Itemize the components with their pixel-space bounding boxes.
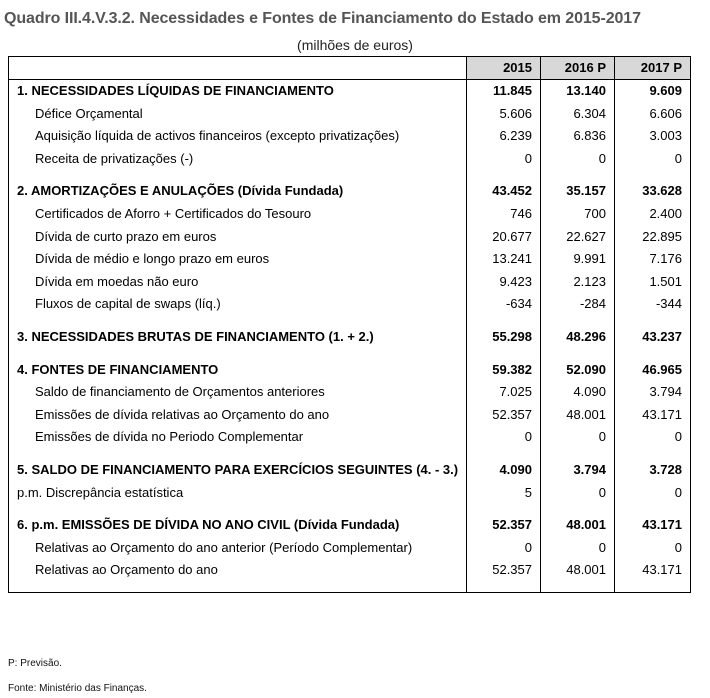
spacer-cell [615,349,691,359]
section-value: 11.845 [467,80,541,103]
section-label: 6. p.m. EMISSÕES DE DÍVIDA NO ANO CIVIL (Dívida Fundada) [9,514,467,537]
table-row [9,404,691,427]
spacer-cell [467,504,541,514]
spacer-cell [541,170,615,180]
section-row [9,326,691,349]
row-value: 22.895 [615,226,691,249]
row-label: Relativas ao Orçamento do ano anterior (Período Complementar) [9,537,467,560]
row-value: 2.123 [541,271,615,294]
table-row [9,537,691,560]
row-value: 5 [467,482,541,505]
section-value: 4.090 [467,459,541,482]
row-label: Fluxos de capital de swaps (líq.) [9,293,467,316]
section-row [9,359,691,382]
section-value: 43.237 [615,326,691,349]
row-value: 22.627 [541,226,615,249]
section-value: 46.965 [615,359,691,382]
table-row [9,426,691,449]
section-value: 55.298 [467,326,541,349]
spacer-cell [467,449,541,459]
table-row [9,381,691,404]
row-label: Dívida em moedas não euro [9,271,467,294]
row-value: 5.606 [467,103,541,126]
row-value: -284 [541,293,615,316]
row-value: 52.357 [467,559,541,582]
spacer-cell [9,582,467,593]
row-value: 1.501 [615,271,691,294]
row-value: 7.025 [467,381,541,404]
spacer-cell [467,316,541,326]
row-value: -344 [615,293,691,316]
footnote-source: Fonte: Ministério das Finanças. [8,683,147,694]
section-label: 5. SALDO DE FINANCIAMENTO PARA EXERCÍCIOS SEGUINTES (4. - 3.) [9,459,467,482]
spacer-cell [541,504,615,514]
row-label: Défice Orçamental [9,103,467,126]
row-label: Dívida de curto prazo em euros [9,226,467,249]
spacer-row [9,170,691,180]
spacer-cell [541,582,615,593]
spacer-cell [541,349,615,359]
row-value: 0 [467,426,541,449]
row-value: 0 [467,148,541,171]
row-value: 9.991 [541,248,615,271]
header-2016: 2016 P [541,57,615,80]
row-value: 3.003 [615,125,691,148]
section-label: 2. AMORTIZAÇÕES E ANULAÇÕES (Dívida Fundada) [9,180,467,203]
table-row [9,248,691,271]
row-value: 48.001 [541,559,615,582]
row-value: 0 [541,482,615,505]
spacer-cell [9,170,467,180]
section-value: 52.090 [541,359,615,382]
table-row [9,271,691,294]
spacer-cell [615,504,691,514]
footnote-previsao: P: Previsão. [8,658,62,669]
spacer-row [9,449,691,459]
row-value: 52.357 [467,404,541,427]
spacer-cell [541,316,615,326]
row-label: Receita de privatizações (-) [9,148,467,171]
section-label: 3. NECESSIDADES BRUTAS DE FINANCIAMENTO (1. + 2.) [9,326,467,349]
row-value: 0 [467,537,541,560]
row-value: 13.241 [467,248,541,271]
section-value: 52.357 [467,514,541,537]
row-label: Aquisição líquida de activos financeiros (excepto privatizações) [9,125,467,148]
header-row [9,57,691,80]
section-value: 43.452 [467,180,541,203]
section-value: 3.728 [615,459,691,482]
row-value: 0 [615,537,691,560]
spacer-cell [9,349,467,359]
row-value: 4.090 [541,381,615,404]
section-value: 48.001 [541,514,615,537]
row-value: 6.304 [541,103,615,126]
row-label: Emissões de dívida no Periodo Complementar [9,426,467,449]
row-value: 0 [615,148,691,171]
spacer-cell [467,582,541,593]
row-value: 746 [467,203,541,226]
spacer-cell [9,504,467,514]
row-value: 700 [541,203,615,226]
section-value: 13.140 [541,80,615,103]
row-label: p.m. Discrepância estatística [9,482,467,505]
spacer-row [9,349,691,359]
section-label: 4. FONTES DE FINANCIAMENTO [9,359,467,382]
row-label: Certificados de Aforro + Certificados do Tesouro [9,203,467,226]
spacer-cell [9,316,467,326]
spacer-cell [615,582,691,593]
row-value: 20.677 [467,226,541,249]
row-label: Dívida de médio e longo prazo em euros [9,248,467,271]
spacer-cell [9,449,467,459]
row-value: 43.171 [615,559,691,582]
header-2015: 2015 [467,57,541,80]
section-row [9,80,691,103]
table-row [9,125,691,148]
row-value: 6.239 [467,125,541,148]
table-row [9,293,691,316]
financing-table [8,56,691,593]
row-value: 7.176 [615,248,691,271]
table-row [9,148,691,171]
section-row [9,180,691,203]
row-value: 6.836 [541,125,615,148]
row-value: 9.423 [467,271,541,294]
section-row [9,514,691,537]
table-row [9,226,691,249]
row-value: 0 [541,426,615,449]
spacer-row [9,316,691,326]
row-label: Relativas ao Orçamento do ano [9,559,467,582]
section-value: 9.609 [615,80,691,103]
section-value: 59.382 [467,359,541,382]
section-value: 35.157 [541,180,615,203]
table-title: Quadro III.4.V.3.2. Necessidades e Fontes de Financiamento do Estado em 2015-2017 [4,10,641,27]
table-row [9,482,691,505]
row-value: 6.606 [615,103,691,126]
spacer-row [9,582,691,593]
spacer-cell [615,316,691,326]
row-value: 0 [541,537,615,560]
row-label: Saldo de financiamento de Orçamentos anteriores [9,381,467,404]
spacer-cell [541,449,615,459]
row-value: 3.794 [615,381,691,404]
table-row [9,559,691,582]
row-value: 0 [541,148,615,171]
spacer-row [9,504,691,514]
row-value: -634 [467,293,541,316]
row-value: 43.171 [615,404,691,427]
section-value: 43.171 [615,514,691,537]
section-row [9,459,691,482]
row-value: 2.400 [615,203,691,226]
table-body [9,80,691,593]
table-subtitle: (milhões de euros) [297,37,413,53]
spacer-cell [615,449,691,459]
header-2017: 2017 P [615,57,691,80]
spacer-cell [467,349,541,359]
table-row [9,203,691,226]
header-blank [9,57,467,80]
section-value: 48.296 [541,326,615,349]
table-row [9,103,691,126]
section-label: 1. NECESSIDADES LÍQUIDAS DE FINANCIAMENTO [9,80,467,103]
row-value: 0 [615,426,691,449]
row-label: Emissões de dívida relativas ao Orçamento do ano [9,404,467,427]
spacer-cell [467,170,541,180]
section-value: 3.794 [541,459,615,482]
section-value: 33.628 [615,180,691,203]
row-value: 48.001 [541,404,615,427]
spacer-cell [615,170,691,180]
row-value: 0 [615,482,691,505]
